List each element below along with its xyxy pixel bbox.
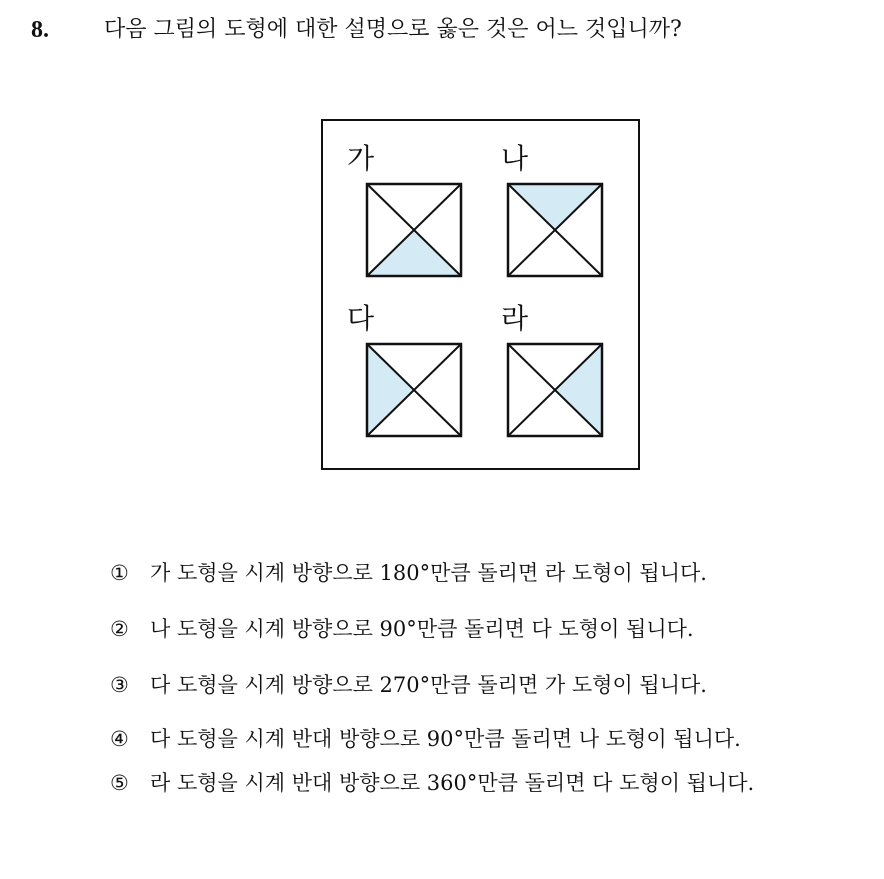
choice-3-marker: ③ bbox=[110, 673, 129, 697]
choice-2[interactable] bbox=[110, 613, 850, 645]
choice-4-text: 다 도형을 시계 반대 방향으로 90°만큼 돌리면 나 도형이 됩니다. bbox=[150, 727, 741, 751]
choice-5-text: 라 도형을 시계 반대 방향으로 360°만큼 돌리면 다 도형이 됩니다. bbox=[150, 771, 755, 795]
shape-label-ra: 라 bbox=[501, 302, 529, 335]
choice-3-text: 다 도형을 시계 방향으로 270°만큼 돌리면 가 도형이 됩니다. bbox=[150, 673, 707, 697]
question-number: 8. bbox=[31, 17, 49, 43]
choice-4-marker: ④ bbox=[110, 727, 129, 751]
shape-label-na: 나 bbox=[501, 142, 529, 175]
shape-label-da: 다 bbox=[347, 302, 375, 335]
choice-1-text: 가 도형을 시계 방향으로 180°만큼 돌리면 라 도형이 됩니다. bbox=[150, 561, 707, 585]
choice-5[interactable] bbox=[110, 767, 840, 799]
choice-1-marker: ① bbox=[110, 561, 129, 585]
question-text: 다음 그림의 도형에 대한 설명으로 옳은 것은 어느 것입니까? bbox=[104, 17, 682, 42]
choice-1[interactable] bbox=[110, 557, 850, 589]
choice-2-text: 나 도형을 시계 방향으로 90°만큼 돌리면 다 도형이 됩니다. bbox=[150, 617, 694, 641]
choice-3[interactable] bbox=[110, 669, 850, 701]
figure-box bbox=[321, 119, 640, 470]
choice-5-marker: ⑤ bbox=[110, 771, 129, 795]
answer-choices bbox=[110, 557, 850, 799]
choice-2-marker: ② bbox=[110, 617, 129, 641]
shape-label-ga: 가 bbox=[347, 142, 375, 175]
choice-4[interactable] bbox=[110, 723, 830, 755]
